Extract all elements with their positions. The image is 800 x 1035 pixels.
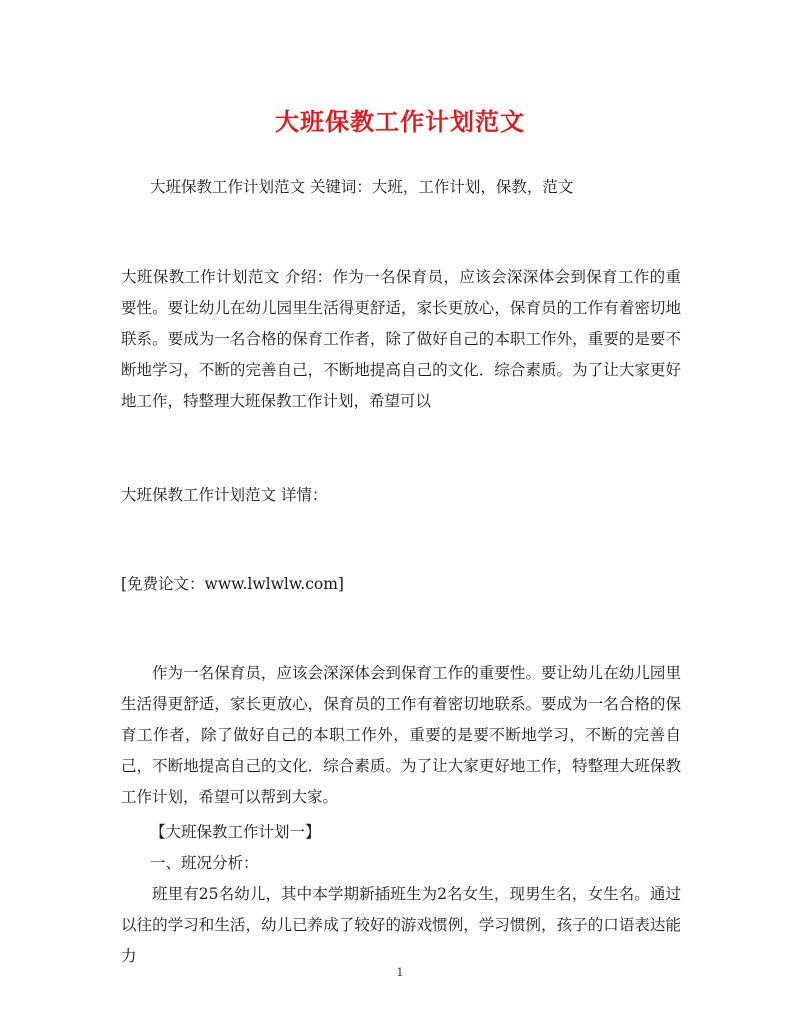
body-text: 作为一名保育员，应该会深深体会到保育工作的重要性。要让幼儿在幼儿园里生活得更舒适，家长更放心，保育员的工作有着密切地联系。要成为一名合格的保育工作者，除了做好自己的本职工作外，重要的是要不断地学习，不断的完善自己，不断地提高自己的文化．综合素质。为了让大家更好地工作，特整理大班保教工作计划，希望可以帮到大家。	[121, 664, 681, 806]
body-paragraph	[121, 658, 681, 813]
keywords-line: 大班保教工作计划范文 关键词：大班，工作计划，保教，范文	[150, 178, 574, 196]
page-number: 1	[396, 966, 404, 979]
plan-heading: 【大班保教工作计划一】	[150, 823, 321, 841]
details-line: 大班保教工作计划范文 详情：	[121, 486, 328, 504]
class-paragraph	[121, 879, 681, 972]
intro-paragraph	[121, 262, 681, 417]
document-title: 大班保教工作计划范文	[275, 107, 525, 136]
class-text: 班里有25名幼儿，其中本学期新插班生为2名女生，现男生名，女生名。通过以往的学习和生活，幼儿已养成了较好的游戏惯例，学习惯例，孩子的口语表达能力	[121, 885, 681, 965]
section-heading: 一、班况分析：	[150, 854, 259, 872]
intro-text: 大班保教工作计划范文 介绍：作为一名保育员，应该会深深体会到保育工作的重要性。要让幼儿在幼儿园里生活得更舒适，家长更放心，保育员的工作有着密切地联系。要成为一名合格的保育工作者，除了做好自己的本职工作外，重要的是要不断地学习，不断的完善自己，不断地提高自己的文化．综合素质。为了让大家更好地工作，特整理大班保教工作计划，希望可以	[121, 268, 681, 410]
source-line: [免费论文：www.lwlwlw.com]	[121, 575, 344, 593]
